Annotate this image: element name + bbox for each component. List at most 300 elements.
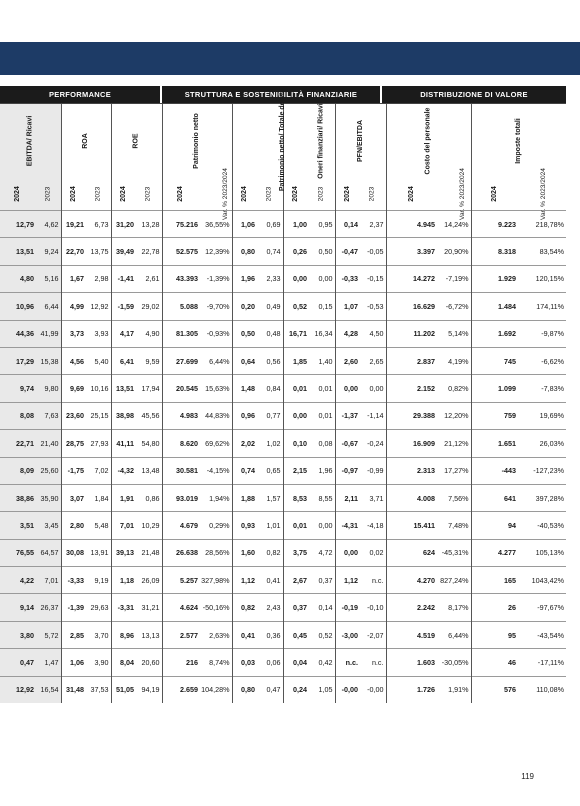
header-oneri: Oneri finanziari/ Ricavi: [283, 104, 335, 177]
table-cell: 0,80: [232, 676, 257, 703]
table-cell: 216: [162, 649, 200, 676]
table-cell: 7,48%: [437, 512, 471, 539]
table-cell: -43,54%: [518, 621, 566, 648]
header-banner: [0, 42, 580, 75]
table-cell: 1,60: [232, 539, 257, 566]
table-cell: 0,45: [283, 621, 309, 648]
table-cell: 4,72: [309, 539, 335, 566]
table-cell: 1,18: [111, 567, 136, 594]
table-cell: -3,00: [335, 621, 360, 648]
table-cell: 0,14: [309, 594, 335, 621]
table-cell: -0,33: [335, 265, 360, 292]
table-cell: 2,15: [283, 457, 309, 484]
table-cell: 14.272: [386, 265, 437, 292]
table-cell: 13,48: [136, 457, 162, 484]
table-cell: 12,20%: [437, 402, 471, 429]
table-cell: 2,02: [232, 430, 257, 457]
header-roa: ROA: [61, 104, 111, 177]
table-cell: 0,82%: [437, 375, 471, 402]
table-cell: 641: [471, 484, 518, 511]
table-cell: -1,39%: [200, 265, 232, 292]
table-cell: 0,82: [232, 594, 257, 621]
table-cell: 6,44%: [200, 347, 232, 374]
table-cell: 0,47: [0, 649, 36, 676]
table-cell: 1.099: [471, 375, 518, 402]
table-cell: n.c.: [360, 649, 386, 676]
table-cell: 0,50: [232, 320, 257, 347]
table-cell: 20,60: [136, 649, 162, 676]
table-cell: 105,13%: [518, 539, 566, 566]
table-cell: -0,15: [360, 265, 386, 292]
table-cell: 745: [471, 347, 518, 374]
table-cell: 2,33: [257, 265, 283, 292]
table-cell: 8,17%: [437, 594, 471, 621]
table-cell: 3,07: [61, 484, 86, 511]
table-cell: -9,87%: [518, 320, 566, 347]
table-cell: 0,86: [136, 484, 162, 511]
table-cell: -1,59: [111, 293, 136, 320]
table-cell: 11.202: [386, 320, 437, 347]
table-cell: 3,70: [86, 621, 111, 648]
table-cell: 0,80: [232, 238, 257, 265]
table-cell: 2,98: [86, 265, 111, 292]
table-cell: 0,95: [309, 211, 335, 238]
table-cell: 4,19%: [437, 347, 471, 374]
table-cell: 16,54: [36, 676, 61, 703]
table-cell: 2.242: [386, 594, 437, 621]
table-cell: 94,19: [136, 676, 162, 703]
table-cell: 1,06: [61, 649, 86, 676]
table-cell: -1,37: [335, 402, 360, 429]
table-cell: 2,67: [283, 567, 309, 594]
table-cell: 0,56: [257, 347, 283, 374]
table-cell: 0,41: [257, 567, 283, 594]
table-cell: -1,41: [111, 265, 136, 292]
table-cell: 8,09: [0, 457, 36, 484]
table-cell: 1.726: [386, 676, 437, 703]
table-cell: 5.257: [162, 567, 200, 594]
table-cell: 76,55: [0, 539, 36, 566]
table-cell: 13,51: [111, 375, 136, 402]
table-cell: 22,71: [0, 430, 36, 457]
header-imposte: Imposte totali: [471, 104, 566, 177]
table-cell: 9,14: [0, 594, 36, 621]
table-cell: 2,43: [257, 594, 283, 621]
table-cell: 0,00: [335, 375, 360, 402]
table-cell: 7,63: [36, 402, 61, 429]
table-row: [0, 512, 566, 539]
table-cell: 2,37: [360, 211, 386, 238]
table-cell: n.c.: [335, 649, 360, 676]
table-cell: 8,04: [111, 649, 136, 676]
table-cell: -1,14: [360, 402, 386, 429]
table-cell: 13,91: [86, 539, 111, 566]
table-cell: 12,92: [86, 293, 111, 320]
table-cell: 2,11: [335, 484, 360, 511]
table-cell: 1.603: [386, 649, 437, 676]
table-cell: -127,23%: [518, 457, 566, 484]
table-cell: 12,92: [0, 676, 36, 703]
table-cell: 1.484: [471, 293, 518, 320]
table-cell: -4,18: [360, 512, 386, 539]
table-cell: 30.581: [162, 457, 200, 484]
table-row: [0, 594, 566, 621]
table-cell: 9,80: [36, 375, 61, 402]
table-row: [0, 238, 566, 265]
header-roe: ROE: [111, 104, 162, 177]
table-cell: 327,98%: [200, 567, 232, 594]
header-patrimonio: Patrimonio netto: [162, 104, 232, 177]
table-cell: 38,86: [0, 484, 36, 511]
table-cell: 4,99: [61, 293, 86, 320]
table-cell: 2.837: [386, 347, 437, 374]
table-cell: 7,01: [36, 567, 61, 594]
year-2023: 2023: [36, 176, 61, 211]
table-cell: 12,79: [0, 211, 36, 238]
table-cell: 39,49: [111, 238, 136, 265]
table-cell: -3,31: [111, 594, 136, 621]
table-cell: 69,62%: [200, 430, 232, 457]
table-cell: -97,67%: [518, 594, 566, 621]
table-cell: 6,44: [36, 293, 61, 320]
table-cell: 1,02: [257, 430, 283, 457]
year-2024: 2024: [283, 176, 309, 211]
table-cell: 41,11: [111, 430, 136, 457]
table-cell: 165: [471, 567, 518, 594]
table-cell: 0,77: [257, 402, 283, 429]
table-cell: 1,94%: [200, 484, 232, 511]
table-cell: 110,08%: [518, 676, 566, 703]
table-cell: -0,67: [335, 430, 360, 457]
table-cell: 29,63: [86, 594, 111, 621]
table-row: [0, 265, 566, 292]
table-cell: 4.679: [162, 512, 200, 539]
table-cell: 4.624: [162, 594, 200, 621]
table-cell: 0,50: [309, 238, 335, 265]
table-cell: 0,74: [257, 238, 283, 265]
table-cell: 4.945: [386, 211, 437, 238]
table-cell: 3,80: [0, 621, 36, 648]
table-cell: 14,24%: [437, 211, 471, 238]
table-cell: 12,39%: [200, 238, 232, 265]
table-cell: 1,96: [232, 265, 257, 292]
table-cell: 2,60: [335, 347, 360, 374]
table-cell: 827,24%: [437, 567, 471, 594]
table-cell: 3,75: [283, 539, 309, 566]
table-cell: 52.575: [162, 238, 200, 265]
table-cell: 0,52: [283, 293, 309, 320]
table-cell: 2,65: [360, 347, 386, 374]
table-cell: 3,51: [0, 512, 36, 539]
table-cell: 30,08: [61, 539, 86, 566]
table-cell: 2,80: [61, 512, 86, 539]
table-cell: 2,63%: [200, 621, 232, 648]
header-pfn: PFN/EBITDA: [335, 104, 386, 177]
table-cell: -0,97: [335, 457, 360, 484]
table-cell: -0,47: [335, 238, 360, 265]
table-cell: 13,13: [136, 621, 162, 648]
table-cell: 20,90%: [437, 238, 471, 265]
table-cell: 0,64: [232, 347, 257, 374]
table-cell: 4.277: [471, 539, 518, 566]
table-cell: -0,24: [360, 430, 386, 457]
table-cell: -7,19%: [437, 265, 471, 292]
table-cell: 0,02: [360, 539, 386, 566]
table-cell: 1,47: [36, 649, 61, 676]
table-row: [0, 347, 566, 374]
table-cell: 1.929: [471, 265, 518, 292]
table-cell: 36,55%: [200, 211, 232, 238]
table-cell: 0,48: [257, 320, 283, 347]
table-cell: 4.270: [386, 567, 437, 594]
table-cell: 0,01: [283, 512, 309, 539]
table-cell: 4,50: [360, 320, 386, 347]
table-cell: 44,36: [0, 320, 36, 347]
table-cell: -45,31%: [437, 539, 471, 566]
table-cell: 3.397: [386, 238, 437, 265]
table-cell: 0,42: [309, 649, 335, 676]
table-cell: 4,62: [36, 211, 61, 238]
table-cell: 26,37: [36, 594, 61, 621]
table-cell: 93.019: [162, 484, 200, 511]
table-cell: 0,20: [232, 293, 257, 320]
table-cell: 0,14: [335, 211, 360, 238]
year-2023: 2023: [144, 186, 152, 202]
table-cell: 9,69: [61, 375, 86, 402]
table-cell: 94: [471, 512, 518, 539]
table-cell: 13,51: [0, 238, 36, 265]
table-cell: 54,80: [136, 430, 162, 457]
table-cell: -0,19: [335, 594, 360, 621]
table-cell: 17,29: [0, 347, 36, 374]
year-2024: 2024: [232, 176, 257, 211]
table-cell: 0,15: [309, 293, 335, 320]
table-cell: 0,65: [257, 457, 283, 484]
table-cell: 15,63%: [200, 375, 232, 402]
table-cell: 75.216: [162, 211, 200, 238]
table-cell: 0,26: [283, 238, 309, 265]
year-2024: 2024: [386, 176, 437, 211]
table-cell: 397,28%: [518, 484, 566, 511]
table-cell: 16.909: [386, 430, 437, 457]
table-cell: 120,15%: [518, 265, 566, 292]
table-cell: 0,24: [283, 676, 309, 703]
table-cell: 0,10: [283, 430, 309, 457]
table-cell: 0,36: [257, 621, 283, 648]
table-cell: 4,56: [61, 347, 86, 374]
table-cell: 17,94: [136, 375, 162, 402]
table-cell: 31,48: [61, 676, 86, 703]
table-cell: 26,03%: [518, 430, 566, 457]
table-cell: 0,04: [283, 649, 309, 676]
table-cell: 8,08: [0, 402, 36, 429]
table-cell: -2,07: [360, 621, 386, 648]
table-cell: -7,83%: [518, 375, 566, 402]
year-2024: 2024: [0, 176, 36, 211]
table-cell: 9,59: [136, 347, 162, 374]
year-2024: 2024: [162, 176, 200, 211]
table-cell: 38,98: [111, 402, 136, 429]
table-cell: 5,48: [86, 512, 111, 539]
table-cell: 26.638: [162, 539, 200, 566]
table-row: [0, 539, 566, 566]
table-cell: 45,56: [136, 402, 162, 429]
table-cell: 0,84: [257, 375, 283, 402]
table-cell: -4,31: [335, 512, 360, 539]
table-cell: 83,54%: [518, 238, 566, 265]
table-cell: 22,70: [61, 238, 86, 265]
table-cell: 26,09: [136, 567, 162, 594]
table-cell: -6,72%: [437, 293, 471, 320]
table-cell: 9,19: [86, 567, 111, 594]
table-cell: 0,93: [232, 512, 257, 539]
table-cell: 1,01: [257, 512, 283, 539]
table-cell: 13,28: [136, 211, 162, 238]
table-cell: 8,74%: [200, 649, 232, 676]
table-cell: 8.620: [162, 430, 200, 457]
year-2024: 2024: [471, 176, 518, 211]
table-cell: 1,67: [61, 265, 86, 292]
year-2024: 2024: [61, 176, 86, 211]
table-cell: 16,34: [309, 320, 335, 347]
section-struttura: STRUTTURA E SOSTENIBILITÀ FINANZIARIE: [162, 86, 380, 103]
table-cell: -1,39: [61, 594, 86, 621]
table-cell: 10,16: [86, 375, 111, 402]
page-number: 119: [521, 772, 534, 781]
table-cell: 41,99: [36, 320, 61, 347]
table-cell: -30,05%: [437, 649, 471, 676]
table-cell: -0,00: [360, 676, 386, 703]
table-row: [0, 293, 566, 320]
table-cell: 6,44%: [437, 621, 471, 648]
table-cell: -6,62%: [518, 347, 566, 374]
table-cell: 4.008: [386, 484, 437, 511]
table-cell: 20.545: [162, 375, 200, 402]
table-cell: 2,85: [61, 621, 86, 648]
year-var: Var. % 2023/2024: [459, 168, 466, 220]
table-cell: 1.692: [471, 320, 518, 347]
table-cell: 64,57: [36, 539, 61, 566]
table-cell: -0,05: [360, 238, 386, 265]
table-cell: 0,37: [283, 594, 309, 621]
table-cell: 5.088: [162, 293, 200, 320]
table-cell: 174,11%: [518, 293, 566, 320]
table-cell: 7,01: [111, 512, 136, 539]
table-cell: 15,38: [36, 347, 61, 374]
table-cell: 19,21: [61, 211, 86, 238]
table-cell: 0,01: [309, 402, 335, 429]
table-cell: 23,60: [61, 402, 86, 429]
table-cell: 0,01: [309, 375, 335, 402]
table-cell: 1,91%: [437, 676, 471, 703]
table-cell: n.c.: [360, 567, 386, 594]
year-2024: 2024: [335, 176, 360, 211]
table-cell: -9,70%: [200, 293, 232, 320]
table-cell: 4,80: [0, 265, 36, 292]
table-cell: -0,00: [335, 676, 360, 703]
table-cell: 1,91: [111, 484, 136, 511]
table-cell: 28,75: [61, 430, 86, 457]
section-performance: PERFORMANCE: [0, 86, 160, 103]
table-cell: -17,11%: [518, 649, 566, 676]
table-row: [0, 676, 566, 703]
table-cell: 44,83%: [200, 402, 232, 429]
table-cell: 3,90: [86, 649, 111, 676]
table-cell: 1,12: [335, 567, 360, 594]
table-cell: 26: [471, 594, 518, 621]
table-cell: 1,05: [309, 676, 335, 703]
table-cell: -50,16%: [200, 594, 232, 621]
table-cell: 51,05: [111, 676, 136, 703]
table-cell: 29.388: [386, 402, 437, 429]
section-distribuzione: DISTRIBUZIONE DI VALORE: [382, 86, 566, 103]
table-cell: 15.411: [386, 512, 437, 539]
table-row: [0, 567, 566, 594]
table-cell: 25,15: [86, 402, 111, 429]
table-row: [0, 375, 566, 402]
table-cell: 1,96: [309, 457, 335, 484]
table-cell: 0,01: [283, 375, 309, 402]
table-cell: -4,15%: [200, 457, 232, 484]
table-cell: 4,90: [136, 320, 162, 347]
table-cell: 1,85: [283, 347, 309, 374]
table-cell: 0,74: [232, 457, 257, 484]
table-cell: 5,16: [36, 265, 61, 292]
table-cell: 21,48: [136, 539, 162, 566]
table-cell: 0,37: [309, 567, 335, 594]
table-cell: 3,93: [86, 320, 111, 347]
table-cell: 1,84: [86, 484, 111, 511]
table-row: [0, 621, 566, 648]
table-cell: 624: [386, 539, 437, 566]
table-row: [0, 430, 566, 457]
table-cell: -4,32: [111, 457, 136, 484]
table-cell: 0,52: [309, 621, 335, 648]
table-cell: 218,78%: [518, 211, 566, 238]
table-cell: -0,99: [360, 457, 386, 484]
table-cell: 1,40: [309, 347, 335, 374]
table-cell: 95: [471, 621, 518, 648]
table-cell: 1043,42%: [518, 567, 566, 594]
table-cell: 0,47: [257, 676, 283, 703]
table-cell: 0,00: [283, 265, 309, 292]
table-cell: 104,28%: [200, 676, 232, 703]
table-cell: 8,96: [111, 621, 136, 648]
table-cell: 6,73: [86, 211, 111, 238]
table-cell: 6,41: [111, 347, 136, 374]
table-cell: 0,00: [335, 539, 360, 566]
table-cell: 0,03: [232, 649, 257, 676]
table-cell: 1.651: [471, 430, 518, 457]
table-cell: 9,74: [0, 375, 36, 402]
table-cell: 31,21: [136, 594, 162, 621]
table-cell: 759: [471, 402, 518, 429]
table-cell: 21,12%: [437, 430, 471, 457]
table-cell: 16.629: [386, 293, 437, 320]
year-2024: 2024: [111, 176, 136, 211]
table-row: [0, 402, 566, 429]
table-cell: 0,00: [309, 265, 335, 292]
table-cell: 1,48: [232, 375, 257, 402]
table-cell: 0,96: [232, 402, 257, 429]
table-cell: 3,45: [36, 512, 61, 539]
table-cell: -443: [471, 457, 518, 484]
table-cell: 28,56%: [200, 539, 232, 566]
table-cell: 7,02: [86, 457, 111, 484]
table-cell: 576: [471, 676, 518, 703]
table-cell: 37,53: [86, 676, 111, 703]
header-ebitda: EBITDA/ Ricavi: [0, 104, 61, 177]
